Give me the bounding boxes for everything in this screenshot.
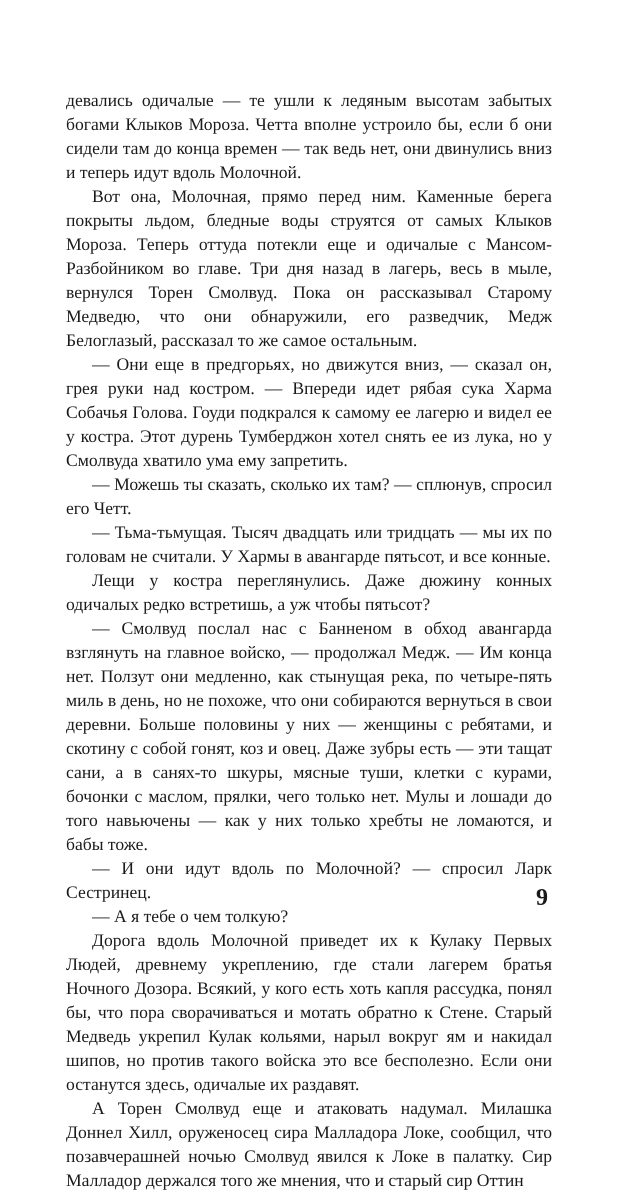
paragraph: — Тьма-тьмущая. Тысяч двадцать или тридцать — мы их по головам не считали. У Хармы в авангарде пятьсот, и все конные. xyxy=(66,522,552,566)
paragraph: Дорога вдоль Молочной приведет их к Кулаку Первых Людей, древнему укреплению, где стали лагерем братья Ночного Дозора. Всякий, у кого есть хоть капля рассудка, понял бы, что пора сворачиваться и мотать обратно к Стене. Старый Медведь укрепил Кулак кольями, нарыл вокруг ям и накидал шипов, но против такого войска это все бесполезно. Если они останутся здесь, одичалые их раздавят. xyxy=(66,930,552,1094)
paragraph: девались одичалые — те ушли к ледяным высотам забытых богами Клыков Мороза. Четта вполне устроило бы, если б они сидели там до конца времен — так ведь нет, они двинулись вниз и теперь идут вдоль Молочной. xyxy=(66,90,552,182)
paragraph: Лещи у костра переглянулись. Даже дюжину конных одичалых редко встретишь, а уж чтобы пятьсот? xyxy=(66,570,552,614)
paragraph: Вот она, Молочная, прямо перед ним. Каменные берега покрыты льдом, бледные воды струятся от самых Клыков Мороза. Теперь оттуда потекли еще и одичалые с Мансом-Разбойником во главе. Три дня назад в лагерь, весь в мыле, вернулся Торен Смолвуд. Пока он рассказывал Старому Медведю, что они обнаружили, его разведчик, Медж Белоглазый, рассказал то же самое остальным. xyxy=(66,186,552,350)
page-number: 9 xyxy=(536,885,548,911)
paragraph: — А я тебе о чем толкую? xyxy=(92,906,289,926)
paragraph: А Торен Смолвуд еще и атаковать надумал. Милашка Доннел Хилл, оруженосец сира Малладора Локе, сообщил, что позавчерашней ночью Смолвуд явился к Локе в палатку. Сир Малладор держался того же мнения, что и старый сир Оттин xyxy=(66,1098,552,1190)
paragraph: — И они идут вдоль по Молочной? — спросил Ларк Сестринец. xyxy=(66,858,552,902)
paragraph: — Они еще в предгорьях, но движутся вниз, — сказал он, грея руки над костром. — Впереди идет рябая сука Харма Собачья Голова. Гоуди подкрался к самому ее лагерю и видел ее у костра. Этот дурень Тумберджон хотел снять ее из лука, но у Смолвуда хватило ума ему запретить. xyxy=(66,354,552,470)
paragraph: — Можешь ты сказать, сколько их там? — сплюнув, спросил его Четт. xyxy=(66,474,552,518)
paragraph: — Смолвуд послал нас с Банненом в обход авангарда взглянуть на главное войско, — продолжал Медж. — Им конца нет. Ползут они медленно, как стынущая река, по четыре-пять миль в день, но не похоже, что они собираются вернуться в свои деревни. Больше половины у них — женщины с ребятами, и скотину с собой гонят, коз и овец. Даже зубры есть — эти тащат сани, а в санях-то шкуры, мясные туши, клетки с курами, бочонки с маслом, прялки, чего только нет. Мулы и лошади до того навьючены — как у них только хребты не ломаются, и бабы тоже. xyxy=(66,618,552,854)
body-text xyxy=(66,88,552,1192)
